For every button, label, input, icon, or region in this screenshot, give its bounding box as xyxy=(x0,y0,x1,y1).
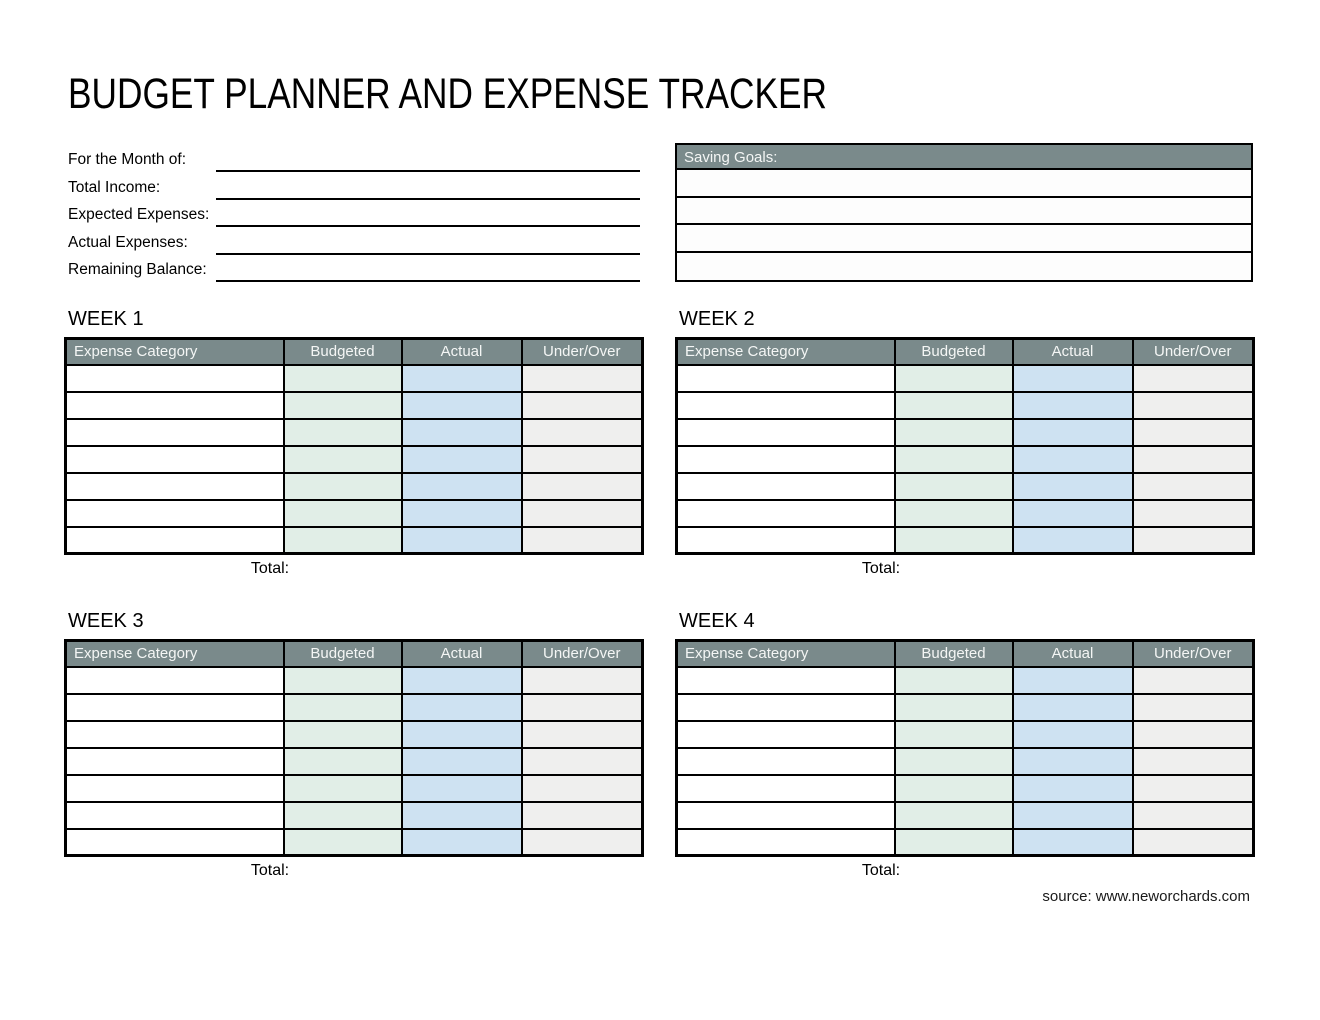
cell-actual[interactable] xyxy=(402,500,522,527)
cell-underover[interactable] xyxy=(522,667,643,694)
cell-category[interactable] xyxy=(66,802,284,829)
cell-actual[interactable] xyxy=(1013,829,1133,856)
cell-actual[interactable] xyxy=(1013,721,1133,748)
saving-goal-row[interactable] xyxy=(677,225,1251,253)
week-2-header-row xyxy=(677,339,1254,365)
expense-row xyxy=(66,365,643,392)
expense-row xyxy=(66,775,643,802)
expense-row xyxy=(677,829,1254,856)
week-2-heading: WEEK 2 xyxy=(679,308,755,330)
source-note: source: www.neworchards.com xyxy=(1042,888,1250,905)
cell-underover[interactable] xyxy=(1133,392,1254,419)
actual-expenses-label: Actual Expenses: xyxy=(68,233,188,251)
expense-row xyxy=(677,392,1254,419)
cell-actual[interactable] xyxy=(402,446,522,473)
cell-actual[interactable] xyxy=(402,473,522,500)
cell-actual[interactable] xyxy=(1013,419,1133,446)
expense-row xyxy=(677,775,1254,802)
week-3-total-label: Total: xyxy=(250,862,290,879)
form-row-actual-expenses xyxy=(68,231,640,255)
expense-row xyxy=(66,473,643,500)
column-expense-category: Expense Category xyxy=(66,339,284,365)
cell-budgeted[interactable] xyxy=(284,802,402,829)
cell-actual[interactable] xyxy=(402,392,522,419)
cell-budgeted[interactable] xyxy=(895,527,1013,554)
cell-actual[interactable] xyxy=(1013,775,1133,802)
expense-row xyxy=(66,446,643,473)
week-1-table xyxy=(64,337,644,555)
saving-goals-header: Saving Goals: xyxy=(677,145,1251,170)
cell-actual[interactable] xyxy=(1013,365,1133,392)
cell-category[interactable] xyxy=(66,392,284,419)
cell-underover[interactable] xyxy=(522,446,643,473)
column-expense-category: Expense Category xyxy=(677,339,895,365)
expected-expenses-label: Expected Expenses: xyxy=(68,206,210,223)
cell-category[interactable] xyxy=(677,694,895,721)
saving-goals-box xyxy=(675,143,1253,282)
cell-category[interactable] xyxy=(677,500,895,527)
column-under-over: Under/Over xyxy=(1133,641,1254,667)
cell-budgeted[interactable] xyxy=(284,365,402,392)
cell-underover[interactable] xyxy=(522,775,643,802)
cell-actual[interactable] xyxy=(402,775,522,802)
cell-budgeted[interactable] xyxy=(284,473,402,500)
cell-underover[interactable] xyxy=(1133,748,1254,775)
cell-actual[interactable] xyxy=(402,748,522,775)
column-expense-category: Expense Category xyxy=(66,641,284,667)
week-1-header-row xyxy=(66,339,643,365)
cell-category[interactable] xyxy=(66,667,284,694)
expense-row xyxy=(677,500,1254,527)
cell-category[interactable] xyxy=(66,365,284,392)
cell-category[interactable] xyxy=(66,527,284,554)
expense-row xyxy=(677,527,1254,554)
cell-underover[interactable] xyxy=(522,419,643,446)
cell-actual[interactable] xyxy=(1013,667,1133,694)
cell-underover[interactable] xyxy=(1133,775,1254,802)
cell-underover[interactable] xyxy=(522,694,643,721)
expense-row xyxy=(66,829,643,856)
cell-category[interactable] xyxy=(66,473,284,500)
expense-row xyxy=(66,392,643,419)
expense-row xyxy=(66,527,643,554)
cell-budgeted[interactable] xyxy=(895,802,1013,829)
cell-category[interactable] xyxy=(677,473,895,500)
form-row-remaining-balance xyxy=(68,258,640,282)
expected-expenses-input-line[interactable] xyxy=(216,225,640,227)
cell-category[interactable] xyxy=(66,419,284,446)
cell-budgeted[interactable] xyxy=(284,446,402,473)
expense-row xyxy=(66,694,643,721)
column-expense-category: Expense Category xyxy=(677,641,895,667)
cell-underover[interactable] xyxy=(1133,419,1254,446)
cell-category[interactable] xyxy=(677,365,895,392)
expense-row xyxy=(677,419,1254,446)
cell-budgeted[interactable] xyxy=(895,446,1013,473)
column-budgeted: Budgeted xyxy=(895,641,1013,667)
expense-row xyxy=(66,419,643,446)
cell-budgeted[interactable] xyxy=(895,392,1013,419)
expense-row xyxy=(677,667,1254,694)
cell-category[interactable] xyxy=(677,667,895,694)
cell-underover[interactable] xyxy=(1133,527,1254,554)
cell-category[interactable] xyxy=(66,721,284,748)
week-4-table xyxy=(675,639,1255,857)
expense-row xyxy=(66,500,643,527)
cell-actual[interactable] xyxy=(402,419,522,446)
cell-underover[interactable] xyxy=(1133,721,1254,748)
cell-actual[interactable] xyxy=(402,721,522,748)
week-2-total-label: Total: xyxy=(861,560,901,577)
expense-row xyxy=(66,748,643,775)
cell-category[interactable] xyxy=(677,446,895,473)
expense-row xyxy=(677,748,1254,775)
cell-budgeted[interactable] xyxy=(895,694,1013,721)
cell-underover[interactable] xyxy=(1133,694,1254,721)
column-budgeted: Budgeted xyxy=(284,339,402,365)
cell-category[interactable] xyxy=(677,721,895,748)
expense-row xyxy=(66,721,643,748)
column-actual: Actual xyxy=(1013,641,1133,667)
cell-underover[interactable] xyxy=(522,500,643,527)
week-3-table xyxy=(64,639,644,857)
saving-goal-row[interactable] xyxy=(677,253,1251,281)
expense-row xyxy=(66,667,643,694)
cell-underover[interactable] xyxy=(1133,473,1254,500)
column-budgeted: Budgeted xyxy=(895,339,1013,365)
column-actual: Actual xyxy=(402,339,522,365)
remaining-balance-input-line[interactable] xyxy=(216,280,640,282)
cell-budgeted[interactable] xyxy=(895,419,1013,446)
expense-row xyxy=(677,446,1254,473)
cell-category[interactable] xyxy=(677,829,895,856)
cell-actual[interactable] xyxy=(402,829,522,856)
page-title: BUDGET PLANNER AND EXPENSE TRACKER xyxy=(68,70,827,118)
cell-underover[interactable] xyxy=(1133,667,1254,694)
cell-category[interactable] xyxy=(677,527,895,554)
form-row-month xyxy=(68,148,640,172)
total-income-input-line[interactable] xyxy=(216,198,640,200)
cell-actual[interactable] xyxy=(402,365,522,392)
cell-budgeted[interactable] xyxy=(284,694,402,721)
cell-underover[interactable] xyxy=(522,527,643,554)
cell-actual[interactable] xyxy=(1013,446,1133,473)
expense-row xyxy=(677,802,1254,829)
cell-actual[interactable] xyxy=(402,527,522,554)
cell-category[interactable] xyxy=(677,392,895,419)
cell-underover[interactable] xyxy=(522,802,643,829)
cell-underover[interactable] xyxy=(1133,829,1254,856)
column-budgeted: Budgeted xyxy=(284,641,402,667)
column-under-over: Under/Over xyxy=(522,641,643,667)
cell-budgeted[interactable] xyxy=(895,721,1013,748)
cell-budgeted[interactable] xyxy=(895,365,1013,392)
expense-row xyxy=(677,694,1254,721)
expense-row xyxy=(66,802,643,829)
saving-goal-row[interactable] xyxy=(677,198,1251,226)
form-row-expected-expenses xyxy=(68,203,640,227)
cell-underover[interactable] xyxy=(522,392,643,419)
cell-actual[interactable] xyxy=(402,694,522,721)
cell-underover[interactable] xyxy=(522,748,643,775)
cell-actual[interactable] xyxy=(1013,694,1133,721)
cell-actual[interactable] xyxy=(1013,748,1133,775)
cell-budgeted[interactable] xyxy=(284,419,402,446)
cell-budgeted[interactable] xyxy=(284,829,402,856)
week-1-heading: WEEK 1 xyxy=(68,308,144,330)
column-actual: Actual xyxy=(402,641,522,667)
cell-underover[interactable] xyxy=(1133,446,1254,473)
cell-category[interactable] xyxy=(66,829,284,856)
saving-goal-row[interactable] xyxy=(677,170,1251,198)
cell-budgeted[interactable] xyxy=(895,667,1013,694)
week-4-total-label: Total: xyxy=(861,862,901,879)
cell-budgeted[interactable] xyxy=(895,748,1013,775)
week-2-table xyxy=(675,337,1255,555)
cell-actual[interactable] xyxy=(1013,527,1133,554)
month-input-line[interactable] xyxy=(216,170,640,172)
cell-actual[interactable] xyxy=(1013,392,1133,419)
saving-goals-rows xyxy=(677,170,1251,280)
cell-budgeted[interactable] xyxy=(284,527,402,554)
cell-budgeted[interactable] xyxy=(284,721,402,748)
cell-budgeted[interactable] xyxy=(284,392,402,419)
cell-budgeted[interactable] xyxy=(284,775,402,802)
column-under-over: Under/Over xyxy=(1133,339,1254,365)
cell-underover[interactable] xyxy=(522,473,643,500)
week-1-total-label: Total: xyxy=(250,560,290,577)
cell-actual[interactable] xyxy=(1013,473,1133,500)
cell-budgeted[interactable] xyxy=(895,473,1013,500)
cell-category[interactable] xyxy=(66,775,284,802)
cell-underover[interactable] xyxy=(522,365,643,392)
remaining-balance-label: Remaining Balance: xyxy=(68,261,207,278)
cell-underover[interactable] xyxy=(1133,365,1254,392)
column-actual: Actual xyxy=(1013,339,1133,365)
cell-budgeted[interactable] xyxy=(895,775,1013,802)
week-4-header-row xyxy=(677,641,1254,667)
cell-actual[interactable] xyxy=(1013,500,1133,527)
cell-underover[interactable] xyxy=(522,829,643,856)
cell-category[interactable] xyxy=(66,446,284,473)
cell-actual[interactable] xyxy=(402,802,522,829)
expense-row xyxy=(677,721,1254,748)
cell-category[interactable] xyxy=(677,802,895,829)
week-3-heading: WEEK 3 xyxy=(68,610,144,632)
actual-expenses-input-line[interactable] xyxy=(216,253,640,255)
cell-category[interactable] xyxy=(677,775,895,802)
cell-budgeted[interactable] xyxy=(895,829,1013,856)
month-label: For the Month of: xyxy=(68,151,187,168)
cell-category[interactable] xyxy=(66,500,284,527)
week-4-heading: WEEK 4 xyxy=(679,610,755,632)
cell-underover[interactable] xyxy=(1133,500,1254,527)
cell-category[interactable] xyxy=(66,694,284,721)
cell-budgeted[interactable] xyxy=(895,500,1013,527)
cell-actual[interactable] xyxy=(1013,802,1133,829)
cell-budgeted[interactable] xyxy=(284,748,402,775)
expense-row xyxy=(677,473,1254,500)
expense-row xyxy=(677,365,1254,392)
cell-actual[interactable] xyxy=(402,667,522,694)
week-3-header-row xyxy=(66,641,643,667)
cell-budgeted[interactable] xyxy=(284,667,402,694)
cell-category[interactable] xyxy=(66,748,284,775)
cell-budgeted[interactable] xyxy=(284,500,402,527)
total-income-label: Total Income: xyxy=(68,178,161,196)
column-under-over: Under/Over xyxy=(522,339,643,365)
cell-underover[interactable] xyxy=(522,721,643,748)
cell-category[interactable] xyxy=(677,419,895,446)
form-row-total-income xyxy=(68,176,640,200)
cell-category[interactable] xyxy=(677,748,895,775)
cell-underover[interactable] xyxy=(1133,802,1254,829)
